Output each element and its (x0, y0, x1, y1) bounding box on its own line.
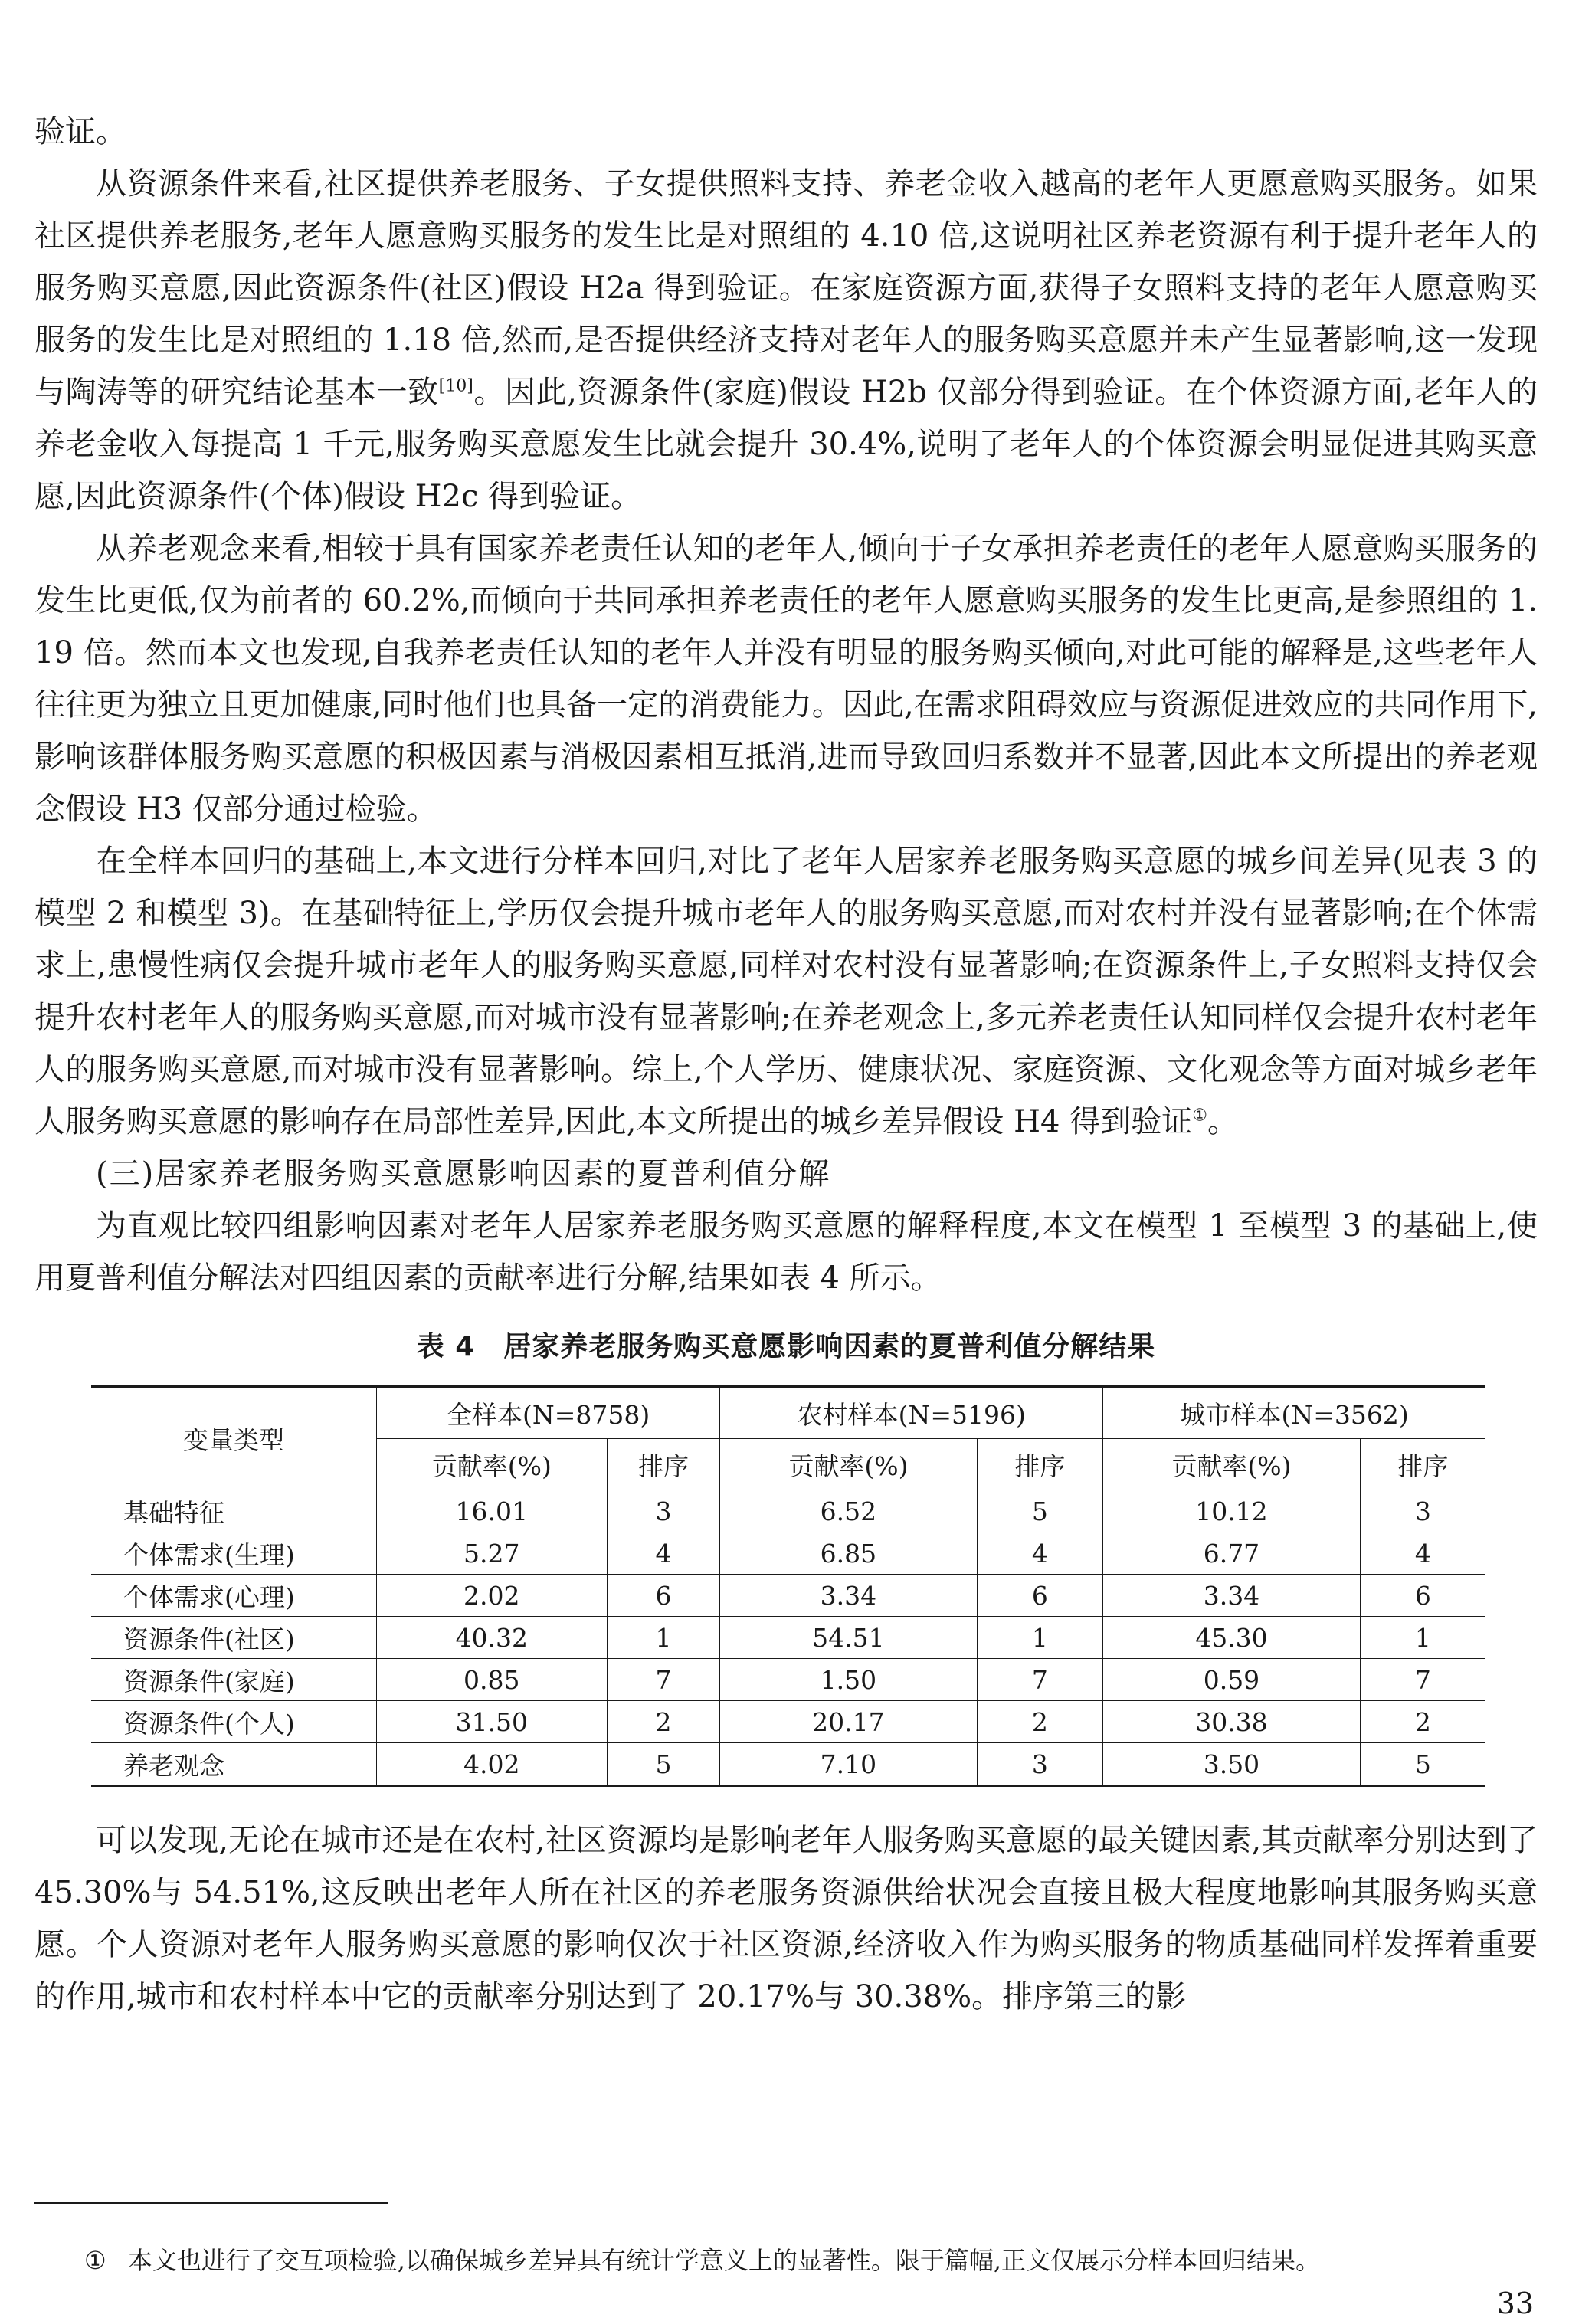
table-row-label: 资源条件(社区) (91, 1617, 377, 1659)
table-cell-contribution: 3.34 (1103, 1575, 1360, 1617)
table-cell-contribution: 20.17 (720, 1701, 977, 1743)
table-subheader: 排序 (1360, 1439, 1485, 1490)
table-subheader: 贡献率(%) (720, 1439, 977, 1490)
table-subheader: 贡献率(%) (377, 1439, 608, 1490)
table-row (91, 1490, 1485, 1532)
table-cell-contribution: 6.77 (1103, 1532, 1360, 1575)
table-row-label: 个体需求(生理) (91, 1532, 377, 1575)
table-cell-rank: 7 (1360, 1659, 1485, 1701)
table-cell-rank: 2 (1360, 1701, 1485, 1743)
footnote-text: 本文也进行了交互项检验,以确保城乡差异具有统计学意义上的显著性。限于篇幅,正文仅展示分样本回归结果。 (127, 2246, 1321, 2275)
table-cell-rank: 4 (977, 1532, 1103, 1575)
table-row-label: 养老观念 (91, 1743, 377, 1786)
table-header-group: 农村样本(N=5196) (720, 1387, 1103, 1439)
table-cell-contribution: 4.02 (377, 1743, 608, 1786)
table-row (91, 1743, 1485, 1786)
shapley-table (91, 1385, 1485, 1787)
table-row (91, 1575, 1485, 1617)
table-cell-contribution: 54.51 (720, 1617, 977, 1659)
citation-ref: [10] (438, 376, 473, 396)
footnote (84, 2245, 1320, 2276)
table-row-label: 基础特征 (91, 1490, 377, 1532)
section-subheading: (三)居家养老服务购买意愿影响因素的夏普利值分解 (96, 1156, 831, 1192)
table-row-label: 资源条件(个人) (91, 1701, 377, 1743)
footnote-divider (34, 2202, 388, 2204)
paragraph-shapley-intro: 为直观比较四组影响因素对老年人居家养老服务购买意愿的解释程度,本文在模型 1 至模型 3 的基础上,使用夏普利值分解法对四组因素的贡献率进行分解,结果如表 4 所示。 (34, 1208, 1538, 1296)
table-row-label: 个体需求(心理) (91, 1575, 377, 1617)
paragraph-text: 从资源条件来看,社区提供养老服务、子女提供照料支持、养老金收入越高的老年人更愿意购买服务。如果社区提供养老服务,老年人愿意购买服务的发生比是对照组的 4.10 倍,这说明社区养老资源有利于提升老年人的服务购买意愿,因此资源条件(社区)假设 H2a 得到验证。在家庭资源方面,获得子女照料支持的老年人愿意购买服务的发生比是对照组的 1.18 倍,然而,是否提供经济支持对老年人的服务购买意愿并未产生显著影响,这一发现与陶涛等的研究结论基本一致 (34, 166, 1538, 410)
table-cell-contribution: 16.01 (377, 1490, 608, 1532)
table-cell-contribution: 30.38 (1103, 1701, 1360, 1743)
paragraph-elderly-care-concepts: 从养老观念来看,相较于具有国家养老责任认知的老年人,倾向于子女承担养老责任的老年人愿意购买服务的发生比更低,仅为前者的 60.2%,而倾向于共同承担养老责任的老年人愿意购买服务的发生比更高,是参照组的 1.19 倍。然而本文也发现,自我养老责任认知的老年人并没有明显的服务购买倾向,对此可能的解释是,这些老年人往往更为独立且更加健康,同时他们也具备一定的消费能力。因此,在需求阻碍效应与资源促进效应的共同作用下,影响该群体服务购买意愿的积极因素与消极因素相互抵消,进而导致回归系数并不显著,因此本文所提出的养老观念假设 H3 仅部分通过检验。 (34, 531, 1538, 827)
table-cell-rank: 5 (607, 1743, 720, 1786)
table-subheader: 排序 (607, 1439, 720, 1490)
table-cell-contribution: 2.02 (377, 1575, 608, 1617)
table-cell-rank: 5 (977, 1490, 1103, 1532)
footnote-mark: ① (84, 2246, 106, 2275)
table-row (91, 1659, 1485, 1701)
paragraph-text: 。 (1207, 1104, 1238, 1139)
table-cell-contribution: 7.10 (720, 1743, 977, 1786)
table-row (91, 1617, 1485, 1659)
table-cell-contribution: 3.50 (1103, 1743, 1360, 1786)
table-cell-contribution: 45.30 (1103, 1617, 1360, 1659)
table-cell-contribution: 31.50 (377, 1701, 608, 1743)
table-cell-rank: 6 (1360, 1575, 1485, 1617)
page-number: 33 (1496, 2286, 1534, 2320)
table-cell-rank: 3 (607, 1490, 720, 1532)
paragraph-0: 验证。 (34, 114, 126, 149)
table-cell-rank: 1 (977, 1617, 1103, 1659)
table-cell-rank: 2 (977, 1701, 1103, 1743)
table-cell-rank: 7 (977, 1659, 1103, 1701)
table-cell-contribution: 6.85 (720, 1532, 977, 1575)
table-cell-rank: 6 (607, 1575, 720, 1617)
table-header-variable-type: 变量类型 (91, 1387, 377, 1490)
table-cell-contribution: 3.34 (720, 1575, 977, 1617)
table-row (91, 1532, 1485, 1575)
table-cell-rank: 5 (1360, 1743, 1485, 1786)
table-header-group: 城市样本(N=3562) (1103, 1387, 1485, 1439)
footnote-ref: ① (1192, 1106, 1207, 1126)
table-header-group: 全样本(N=8758) (377, 1387, 720, 1439)
paragraph-urban-rural (34, 835, 1538, 1148)
table-cell-rank: 4 (607, 1532, 720, 1575)
paragraph-resource-conditions (34, 158, 1538, 523)
table-cell-contribution: 40.32 (377, 1617, 608, 1659)
table-cell-contribution: 0.59 (1103, 1659, 1360, 1701)
paragraph-text: 在全样本回归的基础上,本文进行分样本回归,对比了老年人居家养老服务购买意愿的城乡间差异(见表 3 的模型 2 和模型 3)。在基础特征上,学历仅会提升城市老年人的服务购买意愿,而对农村并没有显著影响;在个体需求上,患慢性病仅会提升城市老年人的服务购买意愿,同样对农村没有显著影响;在资源条件上,子女照料支持仅会提升农村老年人的服务购买意愿,而对城市没有显著影响;在养老观念上,多元养老责任认知同样仅会提升农村老年人的服务购买意愿,而对城市没有显著影响。综上,个人学历、健康状况、家庭资源、文化观念等方面对城乡老年人服务购买意愿的影响存在局部性差异,因此,本文所提出的城乡差异假设 H4 得到验证 (34, 844, 1538, 1139)
table-cell-contribution: 6.52 (720, 1490, 977, 1532)
table-subheader: 排序 (977, 1439, 1103, 1490)
table-caption: 表 4 居家养老服务购买意愿影响因素的夏普利值分解结果 (416, 1331, 1156, 1362)
paragraph-text: 。因此,资源条件(家庭)假设 H2b 仅部分得到验证。在个体资源方面,老年人的养老金收入每提高 1 千元,服务购买意愿发生比就会提升 30.4%,说明了老年人的个体资源会明显促进其购买意愿,因此资源条件(个体)假设 H2c 得到验证。 (34, 375, 1538, 514)
table-cell-rank: 2 (607, 1701, 720, 1743)
paragraph-findings: 可以发现,无论在城市还是在农村,社区资源均是影响老年人服务购买意愿的最关键因素,其贡献率分别达到了 45.30%与 54.51%,这反映出老年人所在社区的养老服务资源供给状况会直接且极大程度地影响其服务购买意愿。个人资源对老年人服务购买意愿的影响仅次于社区资源,经济收入作为购买服务的物质基础同样发挥着重要的作用,城市和农村样本中它的贡献率分别达到了 20.17%与 30.38%。排序第三的影 (34, 1823, 1538, 2014)
table-cell-rank: 3 (977, 1743, 1103, 1786)
table-cell-rank: 1 (1360, 1617, 1485, 1659)
table-row (91, 1701, 1485, 1743)
table-cell-contribution: 5.27 (377, 1532, 608, 1575)
table-cell-rank: 1 (607, 1617, 720, 1659)
table-cell-contribution: 0.85 (377, 1659, 608, 1701)
table-cell-rank: 7 (607, 1659, 720, 1701)
table-cell-contribution: 10.12 (1103, 1490, 1360, 1532)
article-body (34, 106, 1538, 2023)
table-subheader: 贡献率(%) (1103, 1439, 1360, 1490)
table-cell-rank: 6 (977, 1575, 1103, 1617)
table-cell-contribution: 1.50 (720, 1659, 977, 1701)
table-row-label: 资源条件(家庭) (91, 1659, 377, 1701)
table-cell-rank: 4 (1360, 1532, 1485, 1575)
table-cell-rank: 3 (1360, 1490, 1485, 1532)
